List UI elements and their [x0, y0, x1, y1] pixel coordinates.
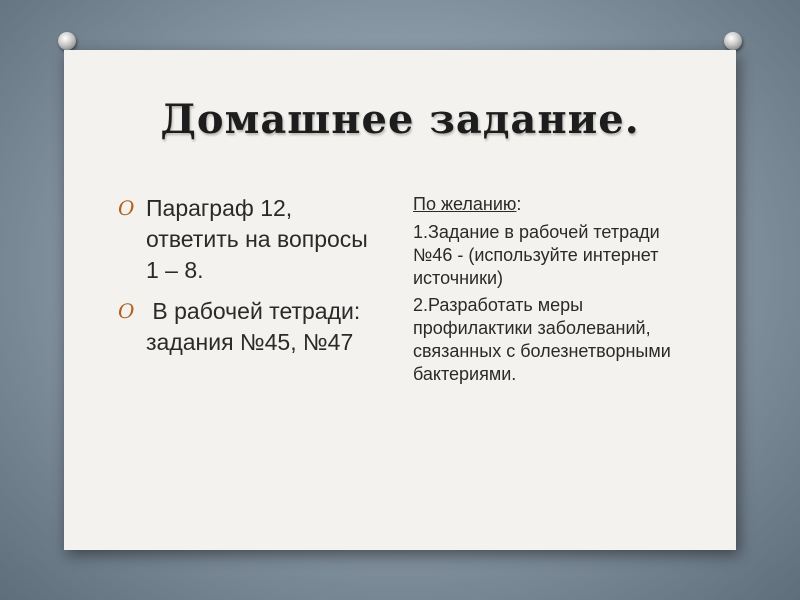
slide-title: Домашнее задание.: [160, 96, 640, 143]
optional-heading-colon: :: [516, 194, 522, 214]
bullet-marker-icon: O: [118, 196, 135, 220]
left-bullet-list: [118, 193, 378, 368]
optional-heading: [413, 193, 703, 216]
right-optional-column: [413, 193, 703, 390]
optional-heading-text: По желанию: [413, 194, 517, 214]
optional-item: 2.Разработать меры профилактики заболеваний, связанных с болезнетворными бактериями.: [413, 295, 671, 384]
bullet-text: В рабочей тетради: задания №45, №47: [146, 298, 367, 355]
bullet-item: [118, 193, 378, 286]
bullet-marker-icon: O: [118, 299, 135, 323]
optional-item: 1.Задание в рабочей тетради №46 - (используйте интернет источники): [413, 222, 660, 288]
bullet-item: [118, 296, 378, 358]
bullet-text: Параграф 12, ответить на вопросы 1 – 8.: [146, 195, 368, 283]
